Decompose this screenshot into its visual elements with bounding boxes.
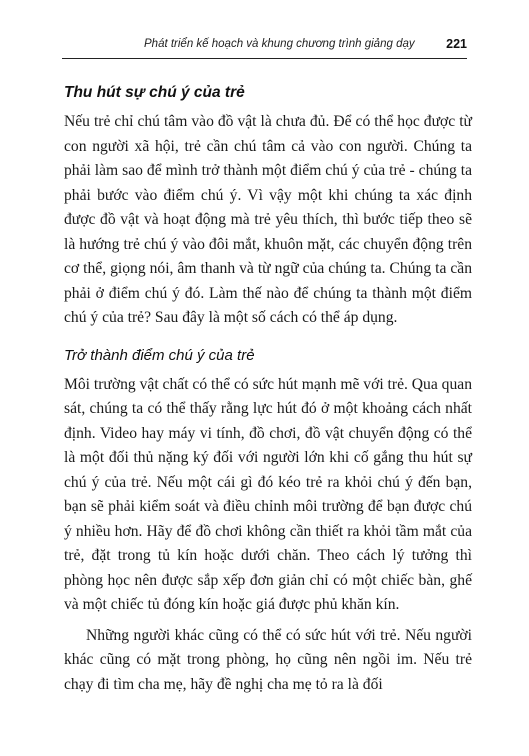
subsection-paragraph-1: Môi trường vật chất có thể có sức hút mạnh mẽ với trẻ. Qua quan sát, chúng ta có thể thấy rằng lực hút đó ở một khoảng cách nhất định. Video hay máy vi tính, đồ chơi, đồ vật chuyển động có thể là một đối thủ nặng ký đối với người lớn khi cố gắng thu hút sự chú ý của trẻ. Nếu một cái gì đó kéo trẻ ra khỏi chú ý đến bạn, bạn sẽ phải kiểm soát và điều chỉnh môi trường để bạn được chú ý nhiều hơn. Hãy để đồ chơi không cần thiết ra khỏi tầm mắt của trẻ, đặt trong tủ kín hoặc dưới chăn. Theo cách lý tưởng thì phòng học nên được sắp xếp đơn giản chỉ có một chiếc bàn, ghế và một chiếc tủ đóng kín hoặc giá được phủ khăn kín. — [64, 375, 472, 613]
subsection-heading: Trở thành điểm chú ý của trẻ — [64, 346, 255, 364]
running-title: Phát triển kế hoạch và khung chương trình giảng dạy — [144, 38, 415, 50]
section-paragraph-1: Nếu trẻ chỉ chú tâm vào đồ vật là chưa đủ. Để có thể học được từ con người xã hội, trẻ cần chú tâm cả vào con người. Chúng ta phải làm sao để mình trở thành một điểm chú ý của trẻ - chúng ta phải bước vào điểm chú ý. Vì vậy một khi chúng ta xác định được đồ vật và hoạt động mà trẻ yêu thích, thì bước tiếp theo sẽ là hướng trẻ chú ý vào đôi mắt, khuôn mặt, các chuyển động trên cơ thể, giọng nói, âm thanh và từ ngữ của chúng ta. Chúng ta cần phải ở điểm chú ý đó. Làm thế nào để chúng ta thành một điểm chú ý của trẻ? Sau đây là một số cách có thể áp dụng. — [64, 113, 472, 326]
subsection-paragraph-2: Những người khác cũng có thể có sức hút với trẻ. Nếu người khác cũng có mặt trong phòng, họ cũng nên ngồi im. Nếu trẻ chạy đi tìm cha mẹ, hãy đề nghị cha mẹ tỏ ra là đối — [64, 626, 472, 693]
page-content — [64, 80, 472, 697]
section-heading: Thu hút sự chú ý của trẻ — [64, 84, 245, 101]
page-number: 221 — [446, 37, 467, 51]
running-header — [62, 36, 467, 59]
